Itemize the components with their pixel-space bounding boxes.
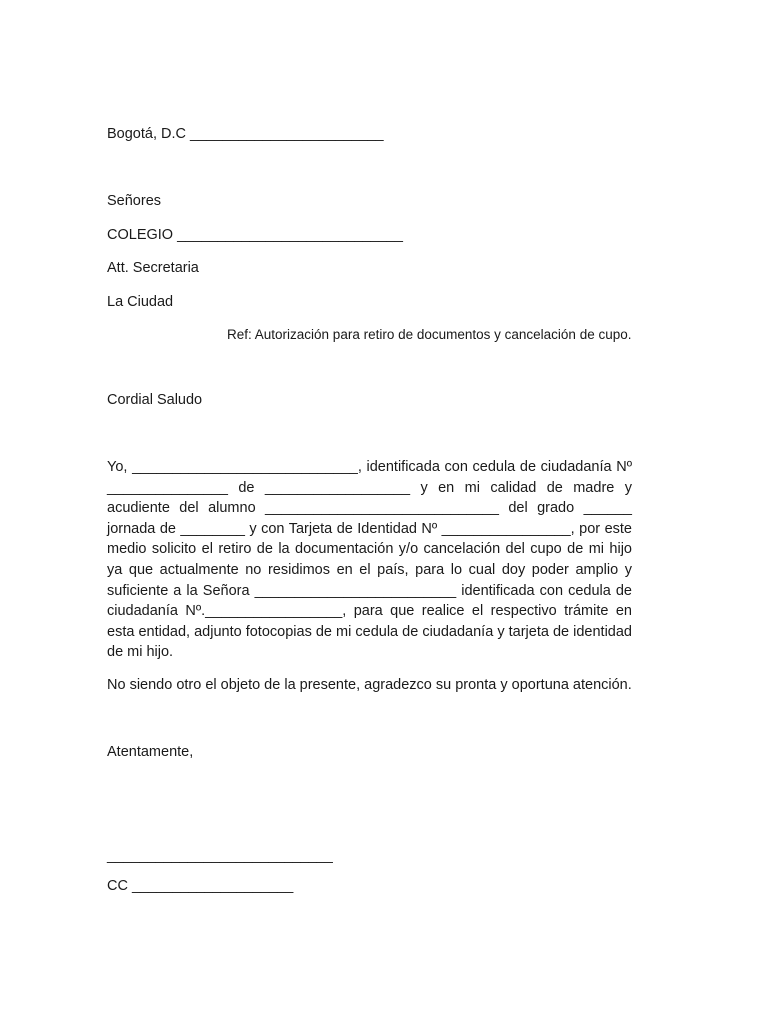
addressee-senores: Señores (107, 193, 162, 209)
body-paragraph: Yo, ____________________________, identificada con cedula de ciudadanía Nº _______________ de __________________ y en mi calidad de madre y acudiente del alumno _____________________________ del grado ______ jornada de ________ y con Tarjeta de Identidad Nº ________________, por este medio solicito el retiro de la documentación y/o cancelación del cupo de mi hijo ya que actualmente no residimos en el país, para lo cual doy poder amplio y suficiente a la Señora _________________________ identificada con cedula de ciudadanía Nº._________________, para que realice el respectivo trámite en esta entidad, adjunto fotocopias de mi cedula de ciudadanía y tarjeta de identidad de mi hijo. (107, 459, 632, 661)
closing-paragraph: No siendo otro el objeto de la presente, agradezco su pronta y oportuna atención. (107, 677, 632, 693)
addressee-school: COLEGIO ____________________________ (107, 227, 403, 243)
valediction: Atentamente, (107, 744, 194, 760)
id-number-line: CC ____________________ (107, 878, 294, 894)
place-date: Bogotá, D.C ________________________ (107, 126, 384, 142)
greeting: Cordial Saludo (107, 392, 203, 408)
addressee-attention: Att. Secretaria (107, 260, 199, 276)
reference-line: Ref: Autorización para retiro de documentos y cancelación de cupo. (227, 327, 632, 342)
signature-line: ____________________________ (107, 848, 333, 864)
addressee-city: La Ciudad (107, 294, 174, 310)
